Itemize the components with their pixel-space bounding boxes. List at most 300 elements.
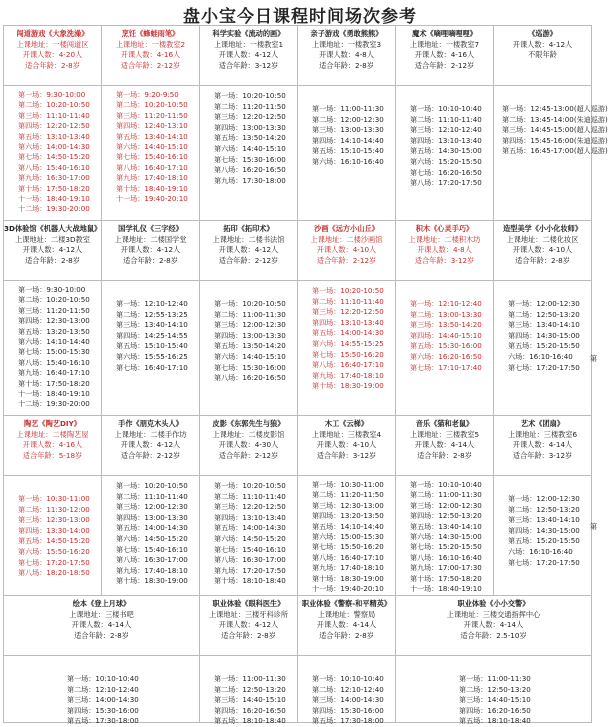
session-time: 第八场：16:40-17:10 — [312, 360, 384, 370]
session-time: 第二场：11:00-11:30 — [410, 490, 482, 500]
session-time: 第七场：16:40-17:10 — [116, 362, 188, 372]
session-time: 第九场：17:40-18:10 — [312, 563, 384, 573]
course-info: 开课人数：4-14人 — [71, 620, 132, 630]
session-time: 第三场：14:40-15:10 — [214, 695, 286, 705]
session-time: 第二场：12:10-12:40 — [312, 684, 384, 694]
course-name: 职业体验《小小交警》 — [457, 599, 530, 608]
course-info: 上课地址：二楼手作坊 — [114, 429, 187, 439]
course-info: 适合年龄：3-12岁 — [512, 450, 573, 460]
page-title: 盘小宝今日课程时间场次参考 — [183, 7, 417, 27]
session-time: 第四场：16:20-16:50 — [459, 705, 531, 715]
course-name: 烹饪《蜂蛙雨笔》 — [121, 29, 180, 38]
course-header — [102, 26, 199, 86]
course-cell — [396, 416, 494, 596]
session-time: 第二场：11:10-11:40 — [410, 114, 482, 124]
session-time: 第六场：15:50-16:20 — [18, 546, 90, 556]
session-list — [200, 476, 297, 587]
session-time: 十一场：19:40-20:10 — [116, 194, 188, 204]
session-time: 第八场：16:30-17:00 — [214, 555, 286, 565]
cropped-edge-text: 第 — [589, 354, 597, 363]
session-time: 第二场：11:00-11:30 — [214, 309, 286, 319]
course-header — [396, 221, 493, 281]
session-time: 第一场：10:30-11:00 — [312, 480, 384, 489]
course-info: 开课人数：4-16人 — [22, 440, 83, 450]
course-name: 《巡游》 — [528, 29, 557, 38]
session-list — [4, 656, 199, 727]
session-time: 第一场：12:10-12:40 — [116, 299, 188, 308]
session-time: 第一场：12:10-12:40 — [410, 299, 482, 308]
session-time: 第八场：17:20-17:50 — [410, 178, 482, 188]
session-list — [494, 86, 608, 157]
course-info: 上课地址：警察局 — [317, 609, 376, 619]
course-info: 开课人数：4-20人 — [22, 50, 83, 60]
course-cell — [200, 221, 298, 416]
session-time: 第一场：12:00-12:30 — [508, 299, 580, 308]
session-time: 第二场：12:10-12:40 — [67, 684, 139, 694]
session-list — [494, 281, 591, 373]
session-time: 第七场：15:50-16:20 — [312, 542, 384, 552]
session-time: 第三场：13:40-14:10 — [116, 320, 188, 330]
course-name: 职业体验《眼科医生》 — [212, 599, 285, 608]
course-header — [4, 221, 101, 281]
course-cell — [298, 416, 396, 596]
course-header — [396, 416, 493, 476]
course-info: 开课人数：4-10人 — [512, 245, 573, 255]
session-time: 第五场：14:10-14:40 — [312, 521, 384, 531]
course-info: 上课地址：二楼积木坊 — [408, 234, 481, 244]
session-time: 第六场：14:40-15:10 — [116, 142, 188, 152]
session-time: 第六场：14:50-15:20 — [116, 533, 188, 543]
session-time: 第四场：13:00-13:30 — [116, 512, 188, 522]
session-time: 第十场：17:50-18:20 — [18, 183, 90, 193]
course-info: 上课地址：二楼皮影馆 — [212, 429, 285, 439]
session-time: 第一场：11:00-11:30 — [459, 674, 531, 683]
session-time: 第一场：11:00-11:30 — [214, 674, 286, 683]
course-header — [4, 416, 101, 476]
session-time: 第四场：14:30-15:00 — [508, 525, 580, 535]
session-time: 第二场：12:55-13:25 — [116, 309, 188, 319]
course-info: 上课地址：三楼教室4 — [311, 429, 382, 439]
course-info: 上课地址：二楼化妆区 — [506, 234, 579, 244]
course-info: 上课地址：三楼书吧 — [69, 609, 134, 619]
session-time: 第八场：15:40-16:10 — [18, 162, 90, 172]
session-time: 第九场：17:40-18:10 — [312, 370, 384, 380]
course-cell — [4, 416, 102, 596]
cropped-edge-text: 第 — [589, 522, 597, 531]
course-info: 适合年龄：2-8岁 — [123, 255, 178, 265]
course-info: 开课人数：4-12人 — [218, 245, 279, 255]
session-time: 第一场：9:30-10:00 — [18, 285, 86, 294]
session-time: 第三场：12:00-12:30 — [116, 502, 188, 512]
session-time: 第二场：10:20-10:50 — [18, 295, 90, 305]
course-info: 上课地址：一楼教室7 — [409, 39, 480, 49]
course-info: 适合年龄：2-12岁 — [120, 60, 181, 70]
session-list — [396, 656, 591, 727]
session-time: 第三场：13:50-14:20 — [410, 320, 482, 330]
session-time: 第五场：18:10-18:40 — [214, 716, 286, 726]
session-list — [298, 281, 395, 392]
course-cell — [4, 26, 102, 221]
session-time: 第三场：12:30-13:00 — [312, 500, 384, 510]
course-info: 适合年龄：3-12岁 — [218, 60, 279, 70]
session-time: 第七场：15:40-16:10 — [214, 544, 286, 554]
session-time: 第二场：13:45-14:00(朱迪巡游) — [502, 114, 608, 124]
course-cell — [494, 416, 592, 596]
session-time: 第六场：15:20-15:50 — [410, 156, 482, 166]
session-time: 第六场：15:55-16:25 — [116, 351, 188, 361]
session-time: 第八场：18:20-18:50 — [18, 568, 90, 578]
session-time: 第三场：14:45-15:00(超人巡游) — [502, 125, 608, 135]
session-time: 第九场：17:30-18:00 — [214, 175, 286, 185]
course-cell — [102, 221, 200, 416]
session-time: 第四场：15:30-16:00 — [67, 705, 139, 715]
course-info: 适合年龄：2-8岁 — [221, 630, 276, 640]
course-info: 开课人数：4-12人 — [218, 50, 279, 60]
course-name: 积木《心灵手巧》 — [415, 224, 474, 233]
session-time: 十一场：19:40-20:10 — [312, 584, 384, 594]
session-time: 第一场：10:10-10:40 — [410, 104, 482, 113]
course-cell — [298, 221, 396, 416]
course-header — [200, 416, 297, 476]
session-time: 第二场：11:20-11:50 — [214, 101, 286, 111]
session-time: 第四场：15:30-16:00 — [312, 705, 384, 715]
session-time: 第七场：17:20-17:50 — [508, 557, 580, 567]
session-time: 第一场：11:00-11:30 — [312, 104, 384, 113]
session-time: 第四场：14:10-14:40 — [312, 135, 384, 145]
session-time: 第八场：16:40-17:10 — [312, 552, 384, 562]
session-time: 第一场：9:30-10:00 — [18, 90, 86, 99]
course-info: 上课地址：一楼教室2 — [115, 39, 186, 49]
course-info: 适合年龄：2-8岁 — [319, 630, 374, 640]
session-time: 六场：16:10-16:40 — [508, 351, 573, 361]
session-list — [200, 656, 297, 727]
session-time: 第三场：13:00-13:30 — [312, 125, 384, 135]
course-info: 开课人数：4-30人 — [218, 440, 279, 450]
session-time: 第二场：11:10-11:40 — [214, 491, 286, 501]
session-time: 第四场：14:25-14:55 — [116, 330, 188, 340]
session-time: 第二场：13:00-13:30 — [410, 309, 482, 319]
session-time: 第七场：15:20-15:50 — [410, 542, 482, 552]
session-time: 第五场：14:00-14:30 — [116, 523, 188, 533]
session-time: 六场：16:10-16:40 — [508, 546, 573, 556]
session-time: 第三场：14:40-15:10 — [459, 695, 531, 705]
session-time: 第四场：13:10-13:40 — [312, 317, 384, 327]
session-time: 第六场：15:00-15:30 — [312, 532, 384, 542]
session-time: 第四场：13:00-13:30 — [214, 122, 286, 132]
session-list — [396, 476, 493, 594]
session-time: 第四场：13:10-13:40 — [410, 135, 482, 145]
session-time: 第一场：10:20-10:50 — [214, 481, 286, 490]
course-info: 适合年龄：2.5-10岁 — [460, 630, 527, 640]
session-time: 第六场：14:50-15:20 — [214, 533, 286, 543]
course-cell — [102, 416, 200, 596]
session-time: 第七场：15:50-16:20 — [312, 349, 384, 359]
session-time: 第七场：17:10-17:40 — [410, 362, 482, 372]
session-time: 第六场：14:30-15:00 — [410, 532, 482, 542]
session-list — [298, 656, 395, 727]
session-list — [4, 281, 101, 410]
course-info: 适合年龄：2-12岁 — [120, 450, 181, 460]
course-header — [298, 221, 395, 281]
session-time: 第六场：14:55-15:25 — [312, 338, 384, 348]
course-name: 手作《朋克木头人》 — [118, 419, 183, 428]
session-time: 第三场：12:20-12:50 — [312, 307, 384, 317]
session-time: 第七场：15:30-16:00 — [214, 362, 286, 372]
session-time: 第八场：16:20-16:50 — [214, 165, 286, 175]
session-list — [298, 86, 395, 168]
session-time: 第五场：18:10-18:40 — [459, 716, 531, 726]
course-name: 艺术《团扇》 — [520, 419, 565, 428]
course-name: 绘本《登上月球》 — [72, 599, 131, 608]
session-time: 第四场：13:10-13:40 — [214, 512, 286, 522]
course-name: 音乐《猫和老鼠》 — [415, 419, 474, 428]
course-info: 上课地址：二楼3D教室 — [15, 234, 90, 244]
session-time: 第三场：14:00-14:30 — [312, 695, 384, 705]
session-time: 第五场：13:20-13:50 — [18, 326, 90, 336]
session-list — [298, 476, 395, 594]
session-time: 第八场：16:30-17:00 — [116, 555, 188, 565]
course-name: 闯道游戏《大象洗澡》 — [16, 29, 89, 38]
course-name: 3D体验馆《机器人大战地鼠》 — [4, 224, 102, 233]
session-time: 第二场：11:10-11:40 — [312, 296, 384, 306]
session-list — [102, 86, 199, 204]
course-name: 皮影《东郭先生与狼》 — [212, 419, 285, 428]
course-cell — [494, 221, 592, 416]
course-cell — [298, 26, 396, 221]
course-name: 魔术《嘀哩嘀哩哩》 — [412, 29, 477, 38]
session-time: 第十场：18:40-19:10 — [116, 183, 188, 193]
session-time: 第七场：14:50-15:20 — [18, 152, 90, 162]
session-time: 第四场：14:30-15:00 — [508, 330, 580, 340]
course-name: 拓印《拓印术》 — [223, 224, 274, 233]
course-name: 陶艺《陶艺DIY》 — [24, 419, 81, 428]
session-time: 第五场：13:50-14:20 — [214, 341, 286, 351]
session-list — [102, 476, 199, 587]
course-cell — [200, 26, 298, 221]
session-time: 第三场：12:00-12:30 — [214, 320, 286, 330]
session-time: 第八场：16:20-16:50 — [214, 373, 286, 383]
session-time: 第四场：12:20-12:50 — [18, 121, 90, 131]
course-cell — [396, 221, 494, 416]
session-time: 第五场：13:10-13:40 — [18, 131, 90, 141]
course-header — [200, 26, 297, 86]
session-list — [200, 281, 297, 384]
session-list — [396, 281, 493, 373]
course-info: 开课人数：4-14人 — [414, 440, 475, 450]
session-time: 第六场：14:00-14:30 — [18, 142, 90, 152]
course-header — [494, 221, 591, 281]
session-time: 第八场：16:10-16:40 — [410, 552, 482, 562]
session-list — [494, 476, 591, 568]
course-info: 开课人数：4-12人 — [120, 440, 181, 450]
course-info: 开课人数：4-16人 — [120, 50, 181, 60]
session-time: 第四场：12:30-13:00 — [18, 316, 90, 326]
course-header — [200, 221, 297, 281]
session-time: 第九场：16:40-17:10 — [18, 368, 90, 378]
course-info: 适合年龄：2-12岁 — [414, 60, 475, 70]
course-name: 沙画《远方小山丘》 — [314, 224, 379, 233]
course-header — [298, 596, 395, 656]
session-time: 第五场：13:50-14:20 — [214, 133, 286, 143]
course-info: 上课地址：三楼教室5 — [409, 429, 480, 439]
course-info: 开课人数：4-8人 — [319, 50, 374, 60]
course-info: 开课人数：4-12人 — [218, 620, 279, 630]
session-list — [4, 86, 101, 215]
course-header — [298, 26, 395, 86]
course-info: 上课地址：三楼教室6 — [507, 429, 578, 439]
session-time: 第五场：14:50-15:20 — [18, 536, 90, 546]
course-info: 上课地址：二楼陶艺屋 — [16, 429, 89, 439]
session-list — [4, 476, 101, 579]
course-info: 适合年龄：2-8岁 — [515, 255, 570, 265]
course-info: 开课人数：4-10人 — [316, 440, 377, 450]
course-header — [396, 596, 591, 656]
course-info: 开课人数：4-12人 — [120, 245, 181, 255]
session-time: 第四场：12:50-13:20 — [410, 511, 482, 521]
course-header — [298, 416, 395, 476]
course-name: 职业体验《警察-和平精英》 — [301, 599, 392, 608]
course-info: 上课地址：二楼沙画馆 — [310, 234, 383, 244]
course-cell — [4, 596, 200, 726]
session-time: 第二场：12:50-13:20 — [508, 309, 580, 319]
session-time: 第九场：17:00-17:30 — [410, 563, 482, 573]
course-info: 开课人数：4-10人 — [316, 245, 377, 255]
course-cell — [494, 26, 608, 221]
course-info: 适合年龄：2-12岁 — [218, 255, 279, 265]
session-time: 第二场：11:10-11:40 — [116, 491, 188, 501]
session-time: 第九场：17:40-18:10 — [116, 173, 188, 183]
course-info: 开课人数：4-16人 — [414, 50, 475, 60]
session-list — [102, 281, 199, 373]
course-cell — [298, 596, 396, 726]
session-list — [396, 86, 493, 189]
session-time: 第七场：16:20-16:50 — [410, 167, 482, 177]
course-cell — [200, 596, 298, 726]
session-time: 第一场：10:10-10:40 — [410, 480, 482, 489]
session-time: 第七场：17:20-17:50 — [508, 362, 580, 372]
course-info: 适合年龄：2-12岁 — [218, 450, 279, 460]
session-time: 第三场：12:30-13:00 — [18, 515, 90, 525]
session-time: 第三场：13:40-14:10 — [508, 320, 580, 330]
course-info: 开课人数：4-14人 — [316, 620, 377, 630]
session-time: 第七场：15:00-15:30 — [18, 347, 90, 357]
session-time: 第三场：12:00-12:30 — [410, 500, 482, 510]
session-time: 第八场：15:40-16:10 — [18, 357, 90, 367]
course-name: 科学实验《流动的画》 — [212, 29, 285, 38]
session-time: 第二场：12:00-12:30 — [312, 114, 384, 124]
session-time: 第五场：17:30-18:00 — [67, 716, 139, 726]
session-time: 第二场：11:20-11:50 — [312, 490, 384, 500]
course-info: 开课人数：4-14人 — [463, 620, 524, 630]
course-cell — [4, 221, 102, 416]
course-header — [102, 416, 199, 476]
course-info: 不限年龄 — [528, 50, 557, 60]
session-time: 第五场：13:40-14:10 — [410, 521, 482, 531]
session-time: 第十场：18:30-19:00 — [312, 381, 384, 391]
session-time: 第二场：11:30-12:00 — [18, 504, 90, 514]
session-time: 第一场：10:10-10:40 — [312, 674, 384, 683]
session-time: 十二场：19:30-20:00 — [18, 399, 90, 409]
course-name: 木工《云梯》 — [324, 419, 369, 428]
course-info: 上课地址：一楼教室3 — [311, 39, 382, 49]
session-time: 第二场：10:20-10:50 — [18, 100, 90, 110]
session-time: 第一场：10:10-10:40 — [67, 674, 139, 683]
course-info: 上课地址：三楼牙科诊所 — [208, 609, 289, 619]
course-info: 适合年龄：3-12岁 — [316, 450, 377, 460]
session-time: 第六场：14:10-14:40 — [18, 337, 90, 347]
course-info: 开课人数：4-14人 — [512, 440, 573, 450]
course-info: 开课人数：4-8人 — [417, 245, 472, 255]
session-time: 第四场：13:00-13:30 — [214, 330, 286, 340]
course-header — [494, 416, 591, 476]
session-time: 第十场：18:10-18:40 — [214, 576, 286, 586]
session-time: 第五场：13:40-14:10 — [116, 131, 188, 141]
session-time: 十一场：18:40-19:10 — [410, 584, 482, 594]
session-time: 第四场：13:30-14:00 — [18, 525, 90, 535]
session-time: 第四场：14:40-15:10 — [410, 330, 482, 340]
course-info: 适合年龄：2-8岁 — [74, 630, 129, 640]
session-time: 第五场：15:30-16:00 — [410, 341, 482, 351]
session-time: 第五场：15:20-15:50 — [508, 536, 580, 546]
session-time: 第十场：17:50-18:20 — [410, 573, 482, 583]
session-time: 第五场：15:10-15:40 — [116, 341, 188, 351]
course-header — [102, 221, 199, 281]
course-info: 上课地址：三楼交通指挥中心 — [446, 609, 541, 619]
session-time: 第一场：10:20-10:50 — [214, 91, 286, 100]
course-info: 适合年龄：2-8岁 — [417, 450, 472, 460]
session-time: 第二场：12:50-13:20 — [508, 504, 580, 514]
course-info: 上课地址：二楼书法馆 — [212, 234, 285, 244]
session-time: 第七场：15:30-16:00 — [214, 154, 286, 164]
session-time: 第十场：18:30-19:00 — [312, 573, 384, 583]
course-info: 适合年龄：5-18岁 — [22, 450, 83, 460]
course-name: 国学礼仪《三字经》 — [118, 224, 183, 233]
session-time: 第八场：16:40-17:10 — [116, 162, 188, 172]
session-time: 第三场：14:00-14:30 — [67, 695, 139, 705]
session-time: 第三场：12:20-12:50 — [214, 112, 286, 122]
session-time: 第三场：11:20-11:50 — [116, 110, 188, 120]
session-time: 第一场：9:20-9:50 — [116, 90, 179, 99]
course-header — [200, 596, 297, 656]
session-time: 第一场：10:20-10:50 — [214, 299, 286, 308]
session-time: 第九场：17:20-17:50 — [214, 565, 286, 575]
session-time: 第一场：10:20-10:50 — [312, 286, 384, 295]
session-time: 第四场：16:20-16:50 — [214, 705, 286, 715]
course-name: 造型美学《小小化妆师》 — [502, 224, 583, 233]
session-time: 第六场：16:20-16:50 — [410, 351, 482, 361]
session-time: 十二场：19:30-20:00 — [18, 204, 90, 214]
session-time: 第三场：13:40-14:10 — [508, 515, 580, 525]
session-time: 第三场：12:20-12:50 — [214, 502, 286, 512]
session-time: 第十场：18:30-19:00 — [116, 576, 188, 586]
session-time: 第五场：17:30-18:00 — [312, 716, 384, 726]
session-time: 第二场：12:50-13:20 — [214, 684, 286, 694]
session-time: 第五场：14:00-14:30 — [214, 523, 286, 533]
course-cell — [102, 26, 200, 221]
session-time: 第五场：15:10-15:40 — [312, 146, 384, 156]
course-info: 适合年龄：3-12岁 — [414, 255, 475, 265]
session-time: 第四场：12:40-13:10 — [116, 121, 188, 131]
session-time: 第十场：17:50-18:20 — [18, 378, 90, 388]
session-time: 第一场：12:45-13:00(超人巡游) — [502, 104, 608, 113]
session-time: 第二场：10:20-10:50 — [116, 100, 188, 110]
course-info: 适合年龄：2-8岁 — [25, 255, 80, 265]
session-time: 第九场：16:30-17:00 — [18, 173, 90, 183]
session-time: 第六场：14:40-15:10 — [214, 143, 286, 153]
course-info: 上课地址：一楼闯道区 — [16, 39, 89, 49]
course-info: 适合年龄：2-8岁 — [25, 60, 80, 70]
course-info: 适合年龄：2-8岁 — [319, 60, 374, 70]
